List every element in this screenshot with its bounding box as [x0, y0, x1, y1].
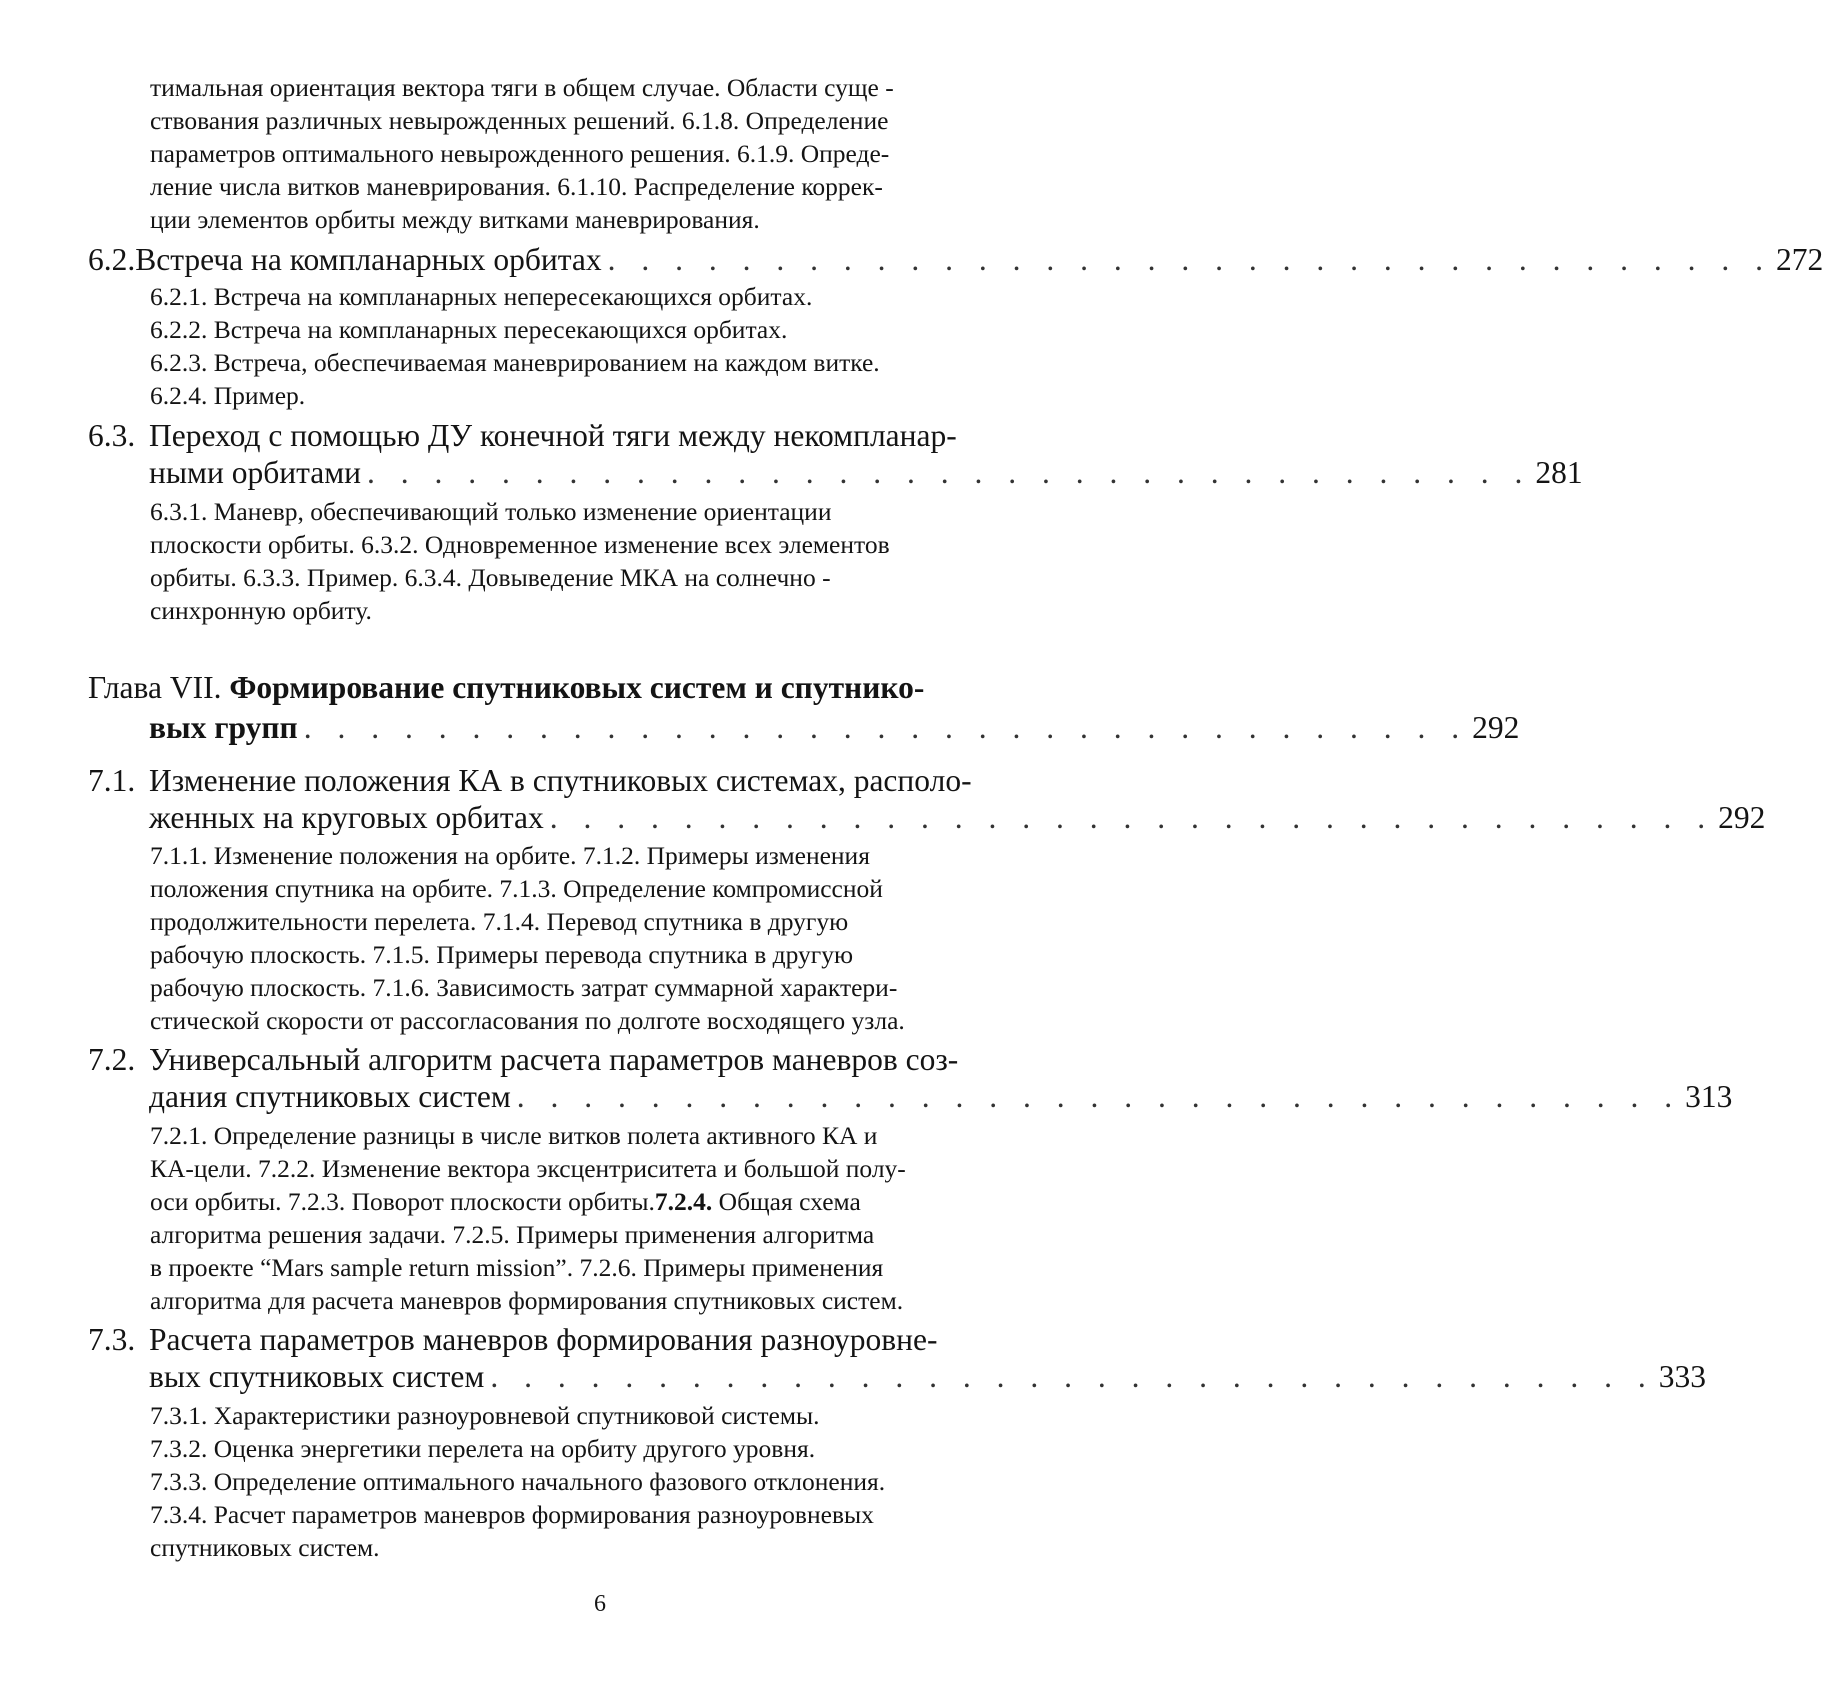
- dot-leader: . . . . . . . . . . . . . . . . . . . . . . . . . . . . . . . . . . .: [516, 1079, 1682, 1114]
- toc-subsection-text: ление числа витков маневрирования. 6.1.10. Распределение коррек-: [150, 172, 883, 201]
- dot-leader: . . . . . . . . . . . . . . . . . . . . . . . . . . . . . . . . . . .: [549, 800, 1715, 835]
- toc-subsection-text: 7.3.2. Оценка энергетики перелета на орбиту другого уровня.: [150, 1434, 816, 1463]
- toc-subsection-text: стической скорости от рассогласования по долготе восходящего узла.: [150, 1006, 905, 1035]
- toc-entry-7-2[interactable]: [88, 1041, 1130, 1079]
- dot-leader: . . . . . . . . . . . . . . . . . . . . . . . . . . . . . . . . . . .: [367, 455, 1532, 490]
- chapter-title: Формирование спутниковых систем и спутнико-: [229, 670, 925, 705]
- page-ref: 272: [1775, 242, 1823, 277]
- chapter-title: вых групп: [149, 710, 298, 745]
- chapter-prefix: Глава VII.: [88, 670, 222, 705]
- section-title: дания спутниковых систем: [149, 1079, 511, 1114]
- toc-subsection-text: 6.2.4. Пример.: [150, 381, 306, 410]
- toc-subsection-text: 6.3.1. Маневр, обеспечивающий только изменение ориентации: [150, 497, 832, 526]
- section-number: 7.3.: [88, 1322, 136, 1357]
- toc-chapter-7-cont[interactable]: [149, 709, 1520, 747]
- toc-subsection-line: [150, 1186, 1200, 1218]
- toc-entry-7-3-cont[interactable]: [149, 1358, 1706, 1396]
- toc-entry-6-2[interactable]: [88, 241, 1823, 279]
- toc-subsection-text: в проекте “Mars sample return mission”. 7.2.6. Примеры применения: [150, 1253, 884, 1282]
- toc-subsection-text: 7.3.1. Характеристики разноуровневой спутниковой системы.: [150, 1401, 820, 1430]
- toc-subsection-text: Общая схема: [712, 1187, 861, 1216]
- section-title: Встреча на компланарных орбитах: [135, 242, 602, 277]
- toc-subsection-text: оси орбиты. 7.2.3. Поворот плоскости орбиты.: [150, 1187, 655, 1216]
- page-number: 6: [594, 1591, 606, 1617]
- toc-subsection-text: 6.2.1. Встреча на компланарных непересекающихся орбитах.: [150, 282, 813, 311]
- toc-subsection-text: продолжительности перелета. 7.1.4. Перевод спутника в другую: [150, 907, 849, 936]
- page-ref: 281: [1535, 455, 1583, 490]
- toc-entry-7-3[interactable]: [88, 1321, 1130, 1359]
- section-title: Универсальный алгоритм расчета параметров маневров соз-: [149, 1042, 959, 1077]
- toc-subsection-text: ции элементов орбиты между витками маневрирования.: [150, 205, 760, 234]
- toc-subsection-text: 7.3.3. Определение оптимального начального фазового отклонения.: [150, 1467, 886, 1496]
- toc-subsection-text: алгоритма решения задачи. 7.2.5. Примеры применения алгоритма: [150, 1220, 875, 1249]
- toc-subsection-text: 6.2.2. Встреча на компланарных пересекающихся орбитах.: [150, 315, 788, 344]
- page-ref: 313: [1685, 1079, 1733, 1114]
- dot-leader: . . . . . . . . . . . . . . . . . . . . . . . . . . . . . . . . . . .: [303, 710, 1469, 745]
- toc-subsection-text: синхронную орбиту.: [150, 596, 372, 625]
- toc-subsection-text: алгоритма для расчета маневров формирования спутниковых систем.: [150, 1286, 904, 1315]
- toc-subsection-number-bold: 7.2.4.: [654, 1187, 713, 1216]
- toc-entry-6-3[interactable]: [88, 417, 1130, 455]
- section-number: 7.1.: [88, 763, 136, 798]
- dot-leader: . . . . . . . . . . . . . . . . . . . . . . . . . . . . . . . . . . .: [607, 242, 1772, 277]
- section-title: Расчета параметров маневров формирования разноуровне-: [149, 1322, 938, 1357]
- toc-subsection-text: орбиты. 6.3.3. Пример. 6.3.4. Довыведение МКА на солнечно -: [150, 563, 831, 592]
- page-ref: 292: [1472, 710, 1520, 745]
- section-title: Переход с помощью ДУ конечной тяги между некомпланар-: [149, 418, 957, 453]
- dot-leader: . . . . . . . . . . . . . . . . . . . . . . . . . . . . . . . . . . .: [490, 1359, 1655, 1394]
- section-number: 6.3.: [88, 418, 136, 453]
- toc-subsection-text: тимальная ориентация вектора тяги в общем случае. Области суще -: [150, 73, 894, 102]
- section-title: Изменение положения КА в спутниковых системах, располо-: [149, 763, 972, 798]
- toc-subsection-text: спутниковых систем.: [150, 1533, 380, 1562]
- toc-subsection-text: 7.2.1. Определение разницы в числе витков полета активного КА и: [150, 1121, 878, 1150]
- toc-entry-7-1-cont[interactable]: [149, 799, 1766, 837]
- toc-subsection-text: КА-цели. 7.2.2. Изменение вектора эксцентриситета и большой полу-: [150, 1154, 906, 1183]
- section-number: 7.2.: [88, 1042, 136, 1077]
- toc-subsection-text: 7.1.1. Изменение положения на орбите. 7.1.2. Примеры изменения: [150, 841, 870, 870]
- toc-entry-7-2-cont[interactable]: [149, 1078, 1733, 1116]
- toc-subsection-text: ствования различных невырожденных решений. 6.1.8. Определение: [150, 106, 889, 135]
- toc-subsection-text: рабочую плоскость. 7.1.6. Зависимость затрат суммарной характери-: [150, 973, 898, 1002]
- toc-subsection-text: рабочую плоскость. 7.1.5. Примеры перевода спутника в другую: [150, 940, 854, 969]
- toc-subsection-text: положения спутника на орбите. 7.1.3. Определение компромиссной: [150, 874, 883, 903]
- toc-chapter-7[interactable]: [88, 669, 1130, 707]
- toc-entry-6-3-cont[interactable]: [149, 454, 1583, 492]
- page-ref: 292: [1718, 800, 1766, 835]
- page-ref: 333: [1658, 1359, 1706, 1394]
- section-title: вых спутниковых систем: [149, 1359, 485, 1394]
- toc-subsection-text: параметров оптимального невырожденного решения. 6.1.9. Опреде-: [150, 139, 890, 168]
- toc-subsection-text: 7.3.4. Расчет параметров маневров формирования разноуровневых: [150, 1500, 874, 1529]
- section-title: женных на круговых орбитах: [149, 800, 544, 835]
- toc-subsection-text: 6.2.3. Встреча, обеспечиваемая маневрированием на каждом витке.: [150, 348, 880, 377]
- toc-entry-7-1[interactable]: [88, 762, 1130, 800]
- section-number: 6.2.: [88, 242, 136, 277]
- section-title: ными орбитами: [149, 455, 361, 490]
- toc-subsection-text: плоскости орбиты. 6.3.2. Одновременное изменение всех элементов: [150, 530, 890, 559]
